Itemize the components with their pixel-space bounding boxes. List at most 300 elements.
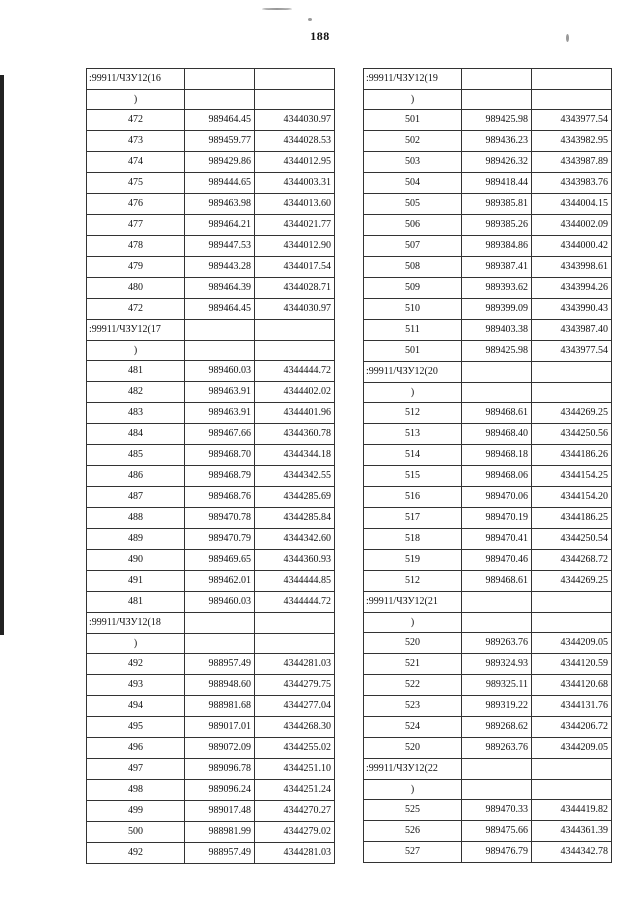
x-coordinate-cell: 989470.06 xyxy=(462,487,532,508)
x-coordinate-cell: 989460.03 xyxy=(185,361,255,382)
x-coordinate-cell: 989464.39 xyxy=(185,278,255,299)
point-number-cell: 510 xyxy=(364,299,462,320)
x-coordinate-cell: 989425.98 xyxy=(462,341,532,362)
point-number-cell: 522 xyxy=(364,675,462,696)
point-number-cell: 499 xyxy=(87,801,185,822)
y-coordinate-cell: 4344209.05 xyxy=(532,738,612,759)
parcel-header-row xyxy=(87,69,335,90)
x-coordinate-cell: 989464.21 xyxy=(185,215,255,236)
coordinate-row xyxy=(87,236,335,257)
scan-edge-shadow xyxy=(0,75,4,635)
empty-cell xyxy=(255,341,335,361)
x-coordinate-cell: 989468.61 xyxy=(462,403,532,424)
x-coordinate-cell: 989385.81 xyxy=(462,194,532,215)
coordinate-row xyxy=(87,382,335,403)
x-coordinate-cell: 989096.78 xyxy=(185,759,255,780)
coordinate-row xyxy=(364,236,612,257)
y-coordinate-cell: 4344131.76 xyxy=(532,696,612,717)
empty-cell xyxy=(255,634,335,654)
x-coordinate-cell: 989436.23 xyxy=(462,131,532,152)
point-number-cell: 474 xyxy=(87,152,185,173)
x-coordinate-cell: 989468.61 xyxy=(462,571,532,592)
point-number-cell: 523 xyxy=(364,696,462,717)
point-number-cell: 495 xyxy=(87,717,185,738)
y-coordinate-cell: 4344028.71 xyxy=(255,278,335,299)
coordinate-row xyxy=(364,821,612,842)
y-coordinate-cell: 4344269.25 xyxy=(532,403,612,424)
y-coordinate-cell: 4344012.90 xyxy=(255,236,335,257)
empty-cell xyxy=(462,69,532,90)
x-coordinate-cell: 989268.62 xyxy=(462,717,532,738)
y-coordinate-cell: 4344186.26 xyxy=(532,445,612,466)
parcel-label: ) xyxy=(87,341,185,361)
empty-cell xyxy=(462,780,532,800)
parcel-header-row xyxy=(87,613,335,634)
y-coordinate-cell: 4344206.72 xyxy=(532,717,612,738)
x-coordinate-cell: 989263.76 xyxy=(462,738,532,759)
y-coordinate-cell: 4344002.09 xyxy=(532,215,612,236)
coordinate-row xyxy=(364,508,612,529)
point-number-cell: 489 xyxy=(87,529,185,550)
y-coordinate-cell: 4344444.85 xyxy=(255,571,335,592)
coordinate-row xyxy=(87,571,335,592)
coordinate-row xyxy=(364,110,612,131)
x-coordinate-cell: 989468.70 xyxy=(185,445,255,466)
x-coordinate-cell: 988981.99 xyxy=(185,822,255,843)
point-number-cell: 514 xyxy=(364,445,462,466)
y-coordinate-cell: 4344004.15 xyxy=(532,194,612,215)
x-coordinate-cell: 989468.18 xyxy=(462,445,532,466)
coordinate-row xyxy=(364,278,612,299)
coordinate-row xyxy=(364,173,612,194)
coordinate-row xyxy=(87,173,335,194)
point-number-cell: 506 xyxy=(364,215,462,236)
y-coordinate-cell: 4344012.95 xyxy=(255,152,335,173)
point-number-cell: 503 xyxy=(364,152,462,173)
x-coordinate-cell: 989263.76 xyxy=(462,633,532,654)
empty-cell xyxy=(185,90,255,110)
coordinate-row xyxy=(87,759,335,780)
point-number-cell: 520 xyxy=(364,633,462,654)
parcel-header-row xyxy=(364,759,612,780)
coordinate-row xyxy=(87,110,335,131)
parcel-header-row xyxy=(87,320,335,341)
point-number-cell: 505 xyxy=(364,194,462,215)
coordinate-row xyxy=(87,822,335,843)
parcel-label: ) xyxy=(364,383,462,403)
empty-cell xyxy=(532,69,612,90)
y-coordinate-cell: 4344030.97 xyxy=(255,110,335,131)
x-coordinate-cell: 989384.86 xyxy=(462,236,532,257)
x-coordinate-cell: 989387.41 xyxy=(462,257,532,278)
y-coordinate-cell: 4344360.78 xyxy=(255,424,335,445)
x-coordinate-cell: 989444.65 xyxy=(185,173,255,194)
y-coordinate-cell: 4344419.82 xyxy=(532,800,612,821)
empty-cell xyxy=(462,362,532,383)
x-coordinate-cell: 989468.40 xyxy=(462,424,532,445)
x-coordinate-cell: 989469.65 xyxy=(185,550,255,571)
y-coordinate-cell: 4344361.39 xyxy=(532,821,612,842)
coordinate-row xyxy=(87,738,335,759)
x-coordinate-cell: 989463.91 xyxy=(185,382,255,403)
y-coordinate-cell: 4344209.05 xyxy=(532,633,612,654)
coordinate-row xyxy=(87,717,335,738)
point-number-cell: 517 xyxy=(364,508,462,529)
y-coordinate-cell: 4344255.02 xyxy=(255,738,335,759)
x-coordinate-cell: 988957.49 xyxy=(185,843,255,864)
coordinate-row xyxy=(364,466,612,487)
coordinate-row xyxy=(87,487,335,508)
x-coordinate-cell: 989467.66 xyxy=(185,424,255,445)
coordinate-row xyxy=(87,780,335,801)
empty-cell xyxy=(532,90,612,110)
coordinate-row xyxy=(364,152,612,173)
point-number-cell: 501 xyxy=(364,341,462,362)
x-coordinate-cell: 989468.06 xyxy=(462,466,532,487)
empty-cell xyxy=(185,634,255,654)
parcel-label: :99911/ЧЗУ12(21 xyxy=(364,592,462,613)
parcel-header-row xyxy=(364,780,612,800)
coordinate-row xyxy=(87,424,335,445)
x-coordinate-cell: 989447.53 xyxy=(185,236,255,257)
coordinate-row xyxy=(364,571,612,592)
parcel-header-row xyxy=(364,362,612,383)
empty-cell xyxy=(255,69,335,90)
y-coordinate-cell: 4343987.40 xyxy=(532,320,612,341)
point-number-cell: 492 xyxy=(87,654,185,675)
y-coordinate-cell: 4343987.89 xyxy=(532,152,612,173)
point-number-cell: 501 xyxy=(364,110,462,131)
point-number-cell: 518 xyxy=(364,529,462,550)
y-coordinate-cell: 4344342.60 xyxy=(255,529,335,550)
point-number-cell: 487 xyxy=(87,487,185,508)
coordinate-row xyxy=(364,320,612,341)
y-coordinate-cell: 4344021.77 xyxy=(255,215,335,236)
point-number-cell: 483 xyxy=(87,403,185,424)
coordinate-row xyxy=(364,675,612,696)
coordinate-row xyxy=(87,550,335,571)
point-number-cell: 482 xyxy=(87,382,185,403)
x-coordinate-cell: 989072.09 xyxy=(185,738,255,759)
point-number-cell: 508 xyxy=(364,257,462,278)
point-number-cell: 500 xyxy=(87,822,185,843)
point-number-cell: 519 xyxy=(364,550,462,571)
point-number-cell: 496 xyxy=(87,738,185,759)
y-coordinate-cell: 4343977.54 xyxy=(532,341,612,362)
y-coordinate-cell: 4343998.61 xyxy=(532,257,612,278)
y-coordinate-cell: 4344444.72 xyxy=(255,361,335,382)
x-coordinate-cell: 989425.98 xyxy=(462,110,532,131)
x-coordinate-cell: 989470.33 xyxy=(462,800,532,821)
parcel-label: ) xyxy=(364,613,462,633)
empty-cell xyxy=(255,613,335,634)
y-coordinate-cell: 4344285.84 xyxy=(255,508,335,529)
parcel-label: ) xyxy=(364,90,462,110)
point-number-cell: 512 xyxy=(364,571,462,592)
point-number-cell: 491 xyxy=(87,571,185,592)
y-coordinate-cell: 4344030.97 xyxy=(255,299,335,320)
y-coordinate-cell: 4344285.69 xyxy=(255,487,335,508)
parcel-header-row xyxy=(364,69,612,90)
coordinate-row xyxy=(87,843,335,864)
y-coordinate-cell: 4344003.31 xyxy=(255,173,335,194)
x-coordinate-cell: 989470.79 xyxy=(185,529,255,550)
y-coordinate-cell: 4343994.26 xyxy=(532,278,612,299)
point-number-cell: 472 xyxy=(87,110,185,131)
y-coordinate-cell: 4344154.25 xyxy=(532,466,612,487)
point-number-cell: 493 xyxy=(87,675,185,696)
coordinate-row xyxy=(87,592,335,613)
empty-cell xyxy=(185,320,255,341)
empty-cell xyxy=(462,383,532,403)
empty-cell xyxy=(462,759,532,780)
parcel-header-row xyxy=(364,90,612,110)
y-coordinate-cell: 4344281.03 xyxy=(255,654,335,675)
x-coordinate-cell: 989468.76 xyxy=(185,487,255,508)
empty-cell xyxy=(462,90,532,110)
y-coordinate-cell: 4343982.95 xyxy=(532,131,612,152)
point-number-cell: 488 xyxy=(87,508,185,529)
point-number-cell: 481 xyxy=(87,361,185,382)
point-number-cell: 513 xyxy=(364,424,462,445)
y-coordinate-cell: 4344250.54 xyxy=(532,529,612,550)
y-coordinate-cell: 4344444.72 xyxy=(255,592,335,613)
empty-cell xyxy=(532,362,612,383)
point-number-cell: 511 xyxy=(364,320,462,341)
x-coordinate-cell: 989475.66 xyxy=(462,821,532,842)
y-coordinate-cell: 4344251.10 xyxy=(255,759,335,780)
x-coordinate-cell: 989464.45 xyxy=(185,299,255,320)
point-number-cell: 516 xyxy=(364,487,462,508)
x-coordinate-cell: 989470.19 xyxy=(462,508,532,529)
point-number-cell: 473 xyxy=(87,131,185,152)
x-coordinate-cell: 989470.46 xyxy=(462,550,532,571)
empty-cell xyxy=(532,759,612,780)
coordinate-row xyxy=(87,257,335,278)
coordinate-row xyxy=(87,508,335,529)
y-coordinate-cell: 4344344.18 xyxy=(255,445,335,466)
coordinate-row xyxy=(364,633,612,654)
coordinate-row xyxy=(87,215,335,236)
x-coordinate-cell: 989463.98 xyxy=(185,194,255,215)
y-coordinate-cell: 4344017.54 xyxy=(255,257,335,278)
point-number-cell: 497 xyxy=(87,759,185,780)
y-coordinate-cell: 4344120.68 xyxy=(532,675,612,696)
y-coordinate-cell: 4344360.93 xyxy=(255,550,335,571)
x-coordinate-cell: 989464.45 xyxy=(185,110,255,131)
y-coordinate-cell: 4344277.04 xyxy=(255,696,335,717)
empty-cell xyxy=(532,592,612,613)
y-coordinate-cell: 4344013.60 xyxy=(255,194,335,215)
coordinate-row xyxy=(364,487,612,508)
point-number-cell: 492 xyxy=(87,843,185,864)
coordinate-row xyxy=(364,842,612,863)
x-coordinate-cell: 988948.60 xyxy=(185,675,255,696)
coordinate-row xyxy=(364,445,612,466)
point-number-cell: 477 xyxy=(87,215,185,236)
y-coordinate-cell: 4344401.96 xyxy=(255,403,335,424)
y-coordinate-cell: 4344270.27 xyxy=(255,801,335,822)
coordinate-row xyxy=(364,717,612,738)
point-number-cell: 494 xyxy=(87,696,185,717)
empty-cell xyxy=(462,613,532,633)
y-coordinate-cell: 4344269.25 xyxy=(532,571,612,592)
point-number-cell: 515 xyxy=(364,466,462,487)
coordinate-row xyxy=(364,800,612,821)
x-coordinate-cell: 988957.49 xyxy=(185,654,255,675)
point-number-cell: 520 xyxy=(364,738,462,759)
parcel-label: ) xyxy=(364,780,462,800)
point-number-cell: 504 xyxy=(364,173,462,194)
y-coordinate-cell: 4344402.02 xyxy=(255,382,335,403)
y-coordinate-cell: 4344000.42 xyxy=(532,236,612,257)
parcel-header-row xyxy=(364,383,612,403)
point-number-cell: 521 xyxy=(364,654,462,675)
empty-cell xyxy=(532,613,612,633)
point-number-cell: 486 xyxy=(87,466,185,487)
x-coordinate-cell: 989429.86 xyxy=(185,152,255,173)
y-coordinate-cell: 4343977.54 xyxy=(532,110,612,131)
x-coordinate-cell: 989319.22 xyxy=(462,696,532,717)
x-coordinate-cell: 989399.09 xyxy=(462,299,532,320)
coordinates-table-right xyxy=(363,68,612,863)
coordinate-row xyxy=(87,529,335,550)
point-number-cell: 478 xyxy=(87,236,185,257)
coordinate-row xyxy=(87,299,335,320)
y-coordinate-cell: 4344342.78 xyxy=(532,842,612,863)
y-coordinate-cell: 4343983.76 xyxy=(532,173,612,194)
parcel-header-row xyxy=(364,592,612,613)
y-coordinate-cell: 4344120.59 xyxy=(532,654,612,675)
x-coordinate-cell: 989462.01 xyxy=(185,571,255,592)
point-number-cell: 481 xyxy=(87,592,185,613)
x-coordinate-cell: 989403.38 xyxy=(462,320,532,341)
parcel-label: :99911/ЧЗУ12(19 xyxy=(364,69,462,90)
y-coordinate-cell: 4344028.53 xyxy=(255,131,335,152)
y-coordinate-cell: 4344279.75 xyxy=(255,675,335,696)
empty-cell xyxy=(185,69,255,90)
point-number-cell: 472 xyxy=(87,299,185,320)
coordinate-row xyxy=(364,529,612,550)
coordinate-row xyxy=(87,675,335,696)
y-coordinate-cell: 4344281.03 xyxy=(255,843,335,864)
point-number-cell: 485 xyxy=(87,445,185,466)
point-number-cell: 484 xyxy=(87,424,185,445)
coordinate-row xyxy=(87,361,335,382)
y-coordinate-cell: 4343990.43 xyxy=(532,299,612,320)
parcel-header-row xyxy=(87,634,335,654)
scan-speck xyxy=(262,8,292,10)
coordinate-row xyxy=(364,738,612,759)
coordinate-row xyxy=(87,801,335,822)
coordinate-row xyxy=(87,278,335,299)
coordinate-row xyxy=(364,194,612,215)
point-number-cell: 512 xyxy=(364,403,462,424)
empty-cell xyxy=(185,613,255,634)
y-coordinate-cell: 4344186.25 xyxy=(532,508,612,529)
page-number: 188 xyxy=(310,29,330,43)
empty-cell xyxy=(532,780,612,800)
parcel-label: :99911/ЧЗУ12(20 xyxy=(364,362,462,383)
x-coordinate-cell: 989096.24 xyxy=(185,780,255,801)
coordinate-row xyxy=(87,131,335,152)
y-coordinate-cell: 4344250.56 xyxy=(532,424,612,445)
coordinate-row xyxy=(364,299,612,320)
x-coordinate-cell: 989017.01 xyxy=(185,717,255,738)
x-coordinate-cell: 989325.11 xyxy=(462,675,532,696)
point-number-cell: 480 xyxy=(87,278,185,299)
coordinate-row xyxy=(364,654,612,675)
point-number-cell: 498 xyxy=(87,780,185,801)
coordinate-row xyxy=(87,152,335,173)
x-coordinate-cell: 989393.62 xyxy=(462,278,532,299)
x-coordinate-cell: 988981.68 xyxy=(185,696,255,717)
coordinates-table-left xyxy=(86,68,335,864)
empty-cell xyxy=(255,320,335,341)
coordinate-row xyxy=(87,466,335,487)
point-number-cell: 526 xyxy=(364,821,462,842)
coordinate-row xyxy=(87,194,335,215)
coordinate-row xyxy=(364,403,612,424)
parcel-label: :99911/ЧЗУ12(17 xyxy=(87,320,185,341)
x-coordinate-cell: 989017.48 xyxy=(185,801,255,822)
coordinate-row xyxy=(364,131,612,152)
y-coordinate-cell: 4344268.72 xyxy=(532,550,612,571)
parcel-label: :99911/ЧЗУ12(16 xyxy=(87,69,185,90)
coordinate-row xyxy=(87,445,335,466)
x-coordinate-cell: 989385.26 xyxy=(462,215,532,236)
y-coordinate-cell: 4344268.30 xyxy=(255,717,335,738)
x-coordinate-cell: 989470.41 xyxy=(462,529,532,550)
parcel-label: ) xyxy=(87,90,185,110)
coordinate-row xyxy=(87,696,335,717)
parcel-label: ) xyxy=(87,634,185,654)
point-number-cell: 476 xyxy=(87,194,185,215)
x-coordinate-cell: 989460.03 xyxy=(185,592,255,613)
point-number-cell: 524 xyxy=(364,717,462,738)
x-coordinate-cell: 989468.79 xyxy=(185,466,255,487)
parcel-header-row xyxy=(364,613,612,633)
y-coordinate-cell: 4344154.20 xyxy=(532,487,612,508)
parcel-header-row xyxy=(87,341,335,361)
x-coordinate-cell: 989463.91 xyxy=(185,403,255,424)
parcel-header-row xyxy=(87,90,335,110)
empty-cell xyxy=(185,341,255,361)
y-coordinate-cell: 4344342.55 xyxy=(255,466,335,487)
empty-cell xyxy=(462,592,532,613)
scan-speck xyxy=(308,18,312,21)
coordinate-row xyxy=(364,215,612,236)
coordinate-row xyxy=(364,424,612,445)
y-coordinate-cell: 4344279.02 xyxy=(255,822,335,843)
x-coordinate-cell: 989476.79 xyxy=(462,842,532,863)
x-coordinate-cell: 989443.28 xyxy=(185,257,255,278)
parcel-label: :99911/ЧЗУ12(22 xyxy=(364,759,462,780)
x-coordinate-cell: 989470.78 xyxy=(185,508,255,529)
empty-cell xyxy=(255,90,335,110)
coordinate-row xyxy=(364,341,612,362)
point-number-cell: 527 xyxy=(364,842,462,863)
point-number-cell: 509 xyxy=(364,278,462,299)
coordinate-row xyxy=(87,403,335,424)
x-coordinate-cell: 989324.93 xyxy=(462,654,532,675)
y-coordinate-cell: 4344251.24 xyxy=(255,780,335,801)
point-number-cell: 507 xyxy=(364,236,462,257)
empty-cell xyxy=(532,383,612,403)
coordinate-row xyxy=(364,696,612,717)
point-number-cell: 479 xyxy=(87,257,185,278)
point-number-cell: 490 xyxy=(87,550,185,571)
